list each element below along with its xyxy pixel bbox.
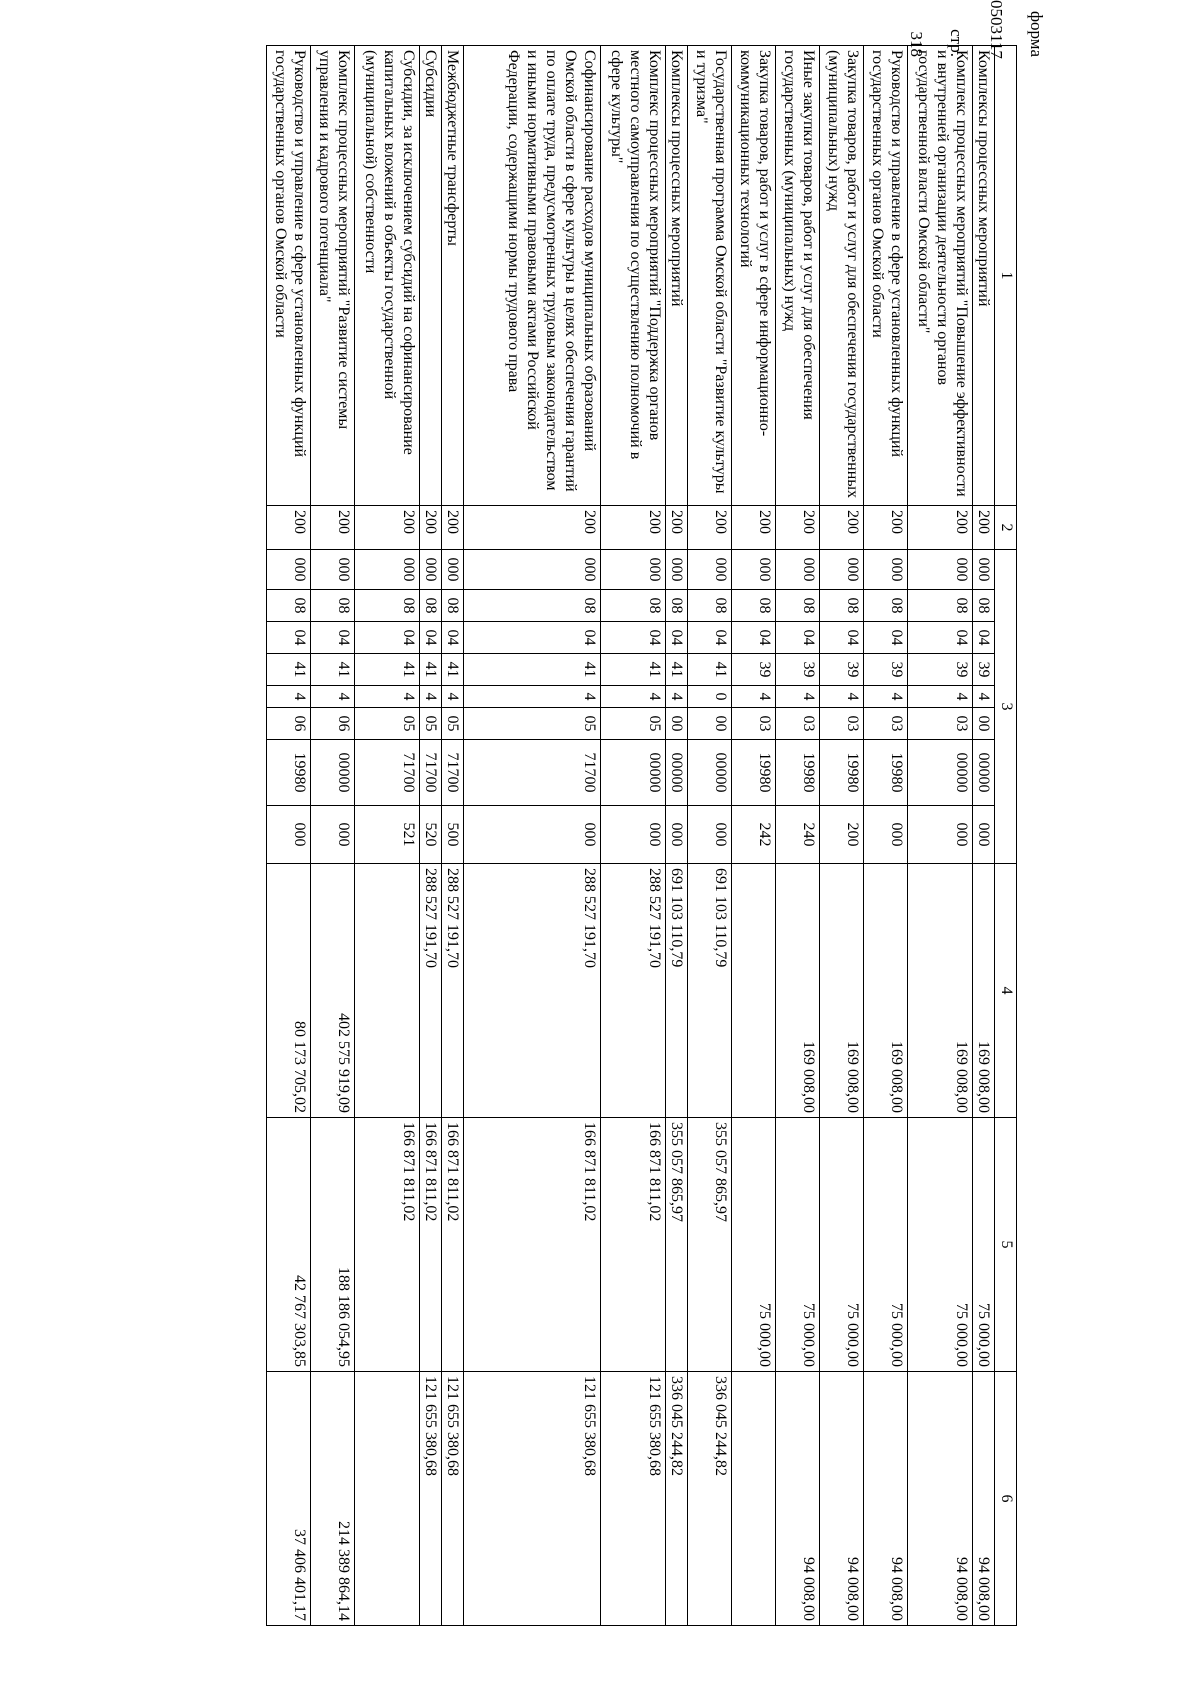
rotated-page-body — [112, 45, 1017, 1625]
row-executed-amount-cell: 166 871 811,02 — [355, 1118, 420, 1372]
row-classification-code-cell: 05 — [355, 708, 420, 740]
table-row — [442, 46, 464, 1626]
row-line-code-cell: 200 — [355, 506, 420, 550]
row-classification-code-cell: 08 — [973, 590, 995, 622]
row-line-code-cell: 200 — [973, 506, 995, 550]
row-executed-amount-cell: 166 871 811,02 — [464, 1118, 601, 1372]
row-classification-code-cell: 00 — [666, 708, 688, 740]
row-classification-code-cell: 04 — [442, 622, 464, 654]
row-unexecuted-amount-cell: 336 045 244,82 — [688, 1372, 732, 1626]
table-row — [355, 46, 420, 1626]
row-classification-code-cell: 39 — [973, 654, 995, 686]
row-classification-code-cell: 04 — [666, 622, 688, 654]
column-header-3: 3 — [995, 550, 1017, 864]
row-classification-code-cell: 03 — [820, 708, 864, 740]
row-classification-code-cell: 71700 — [442, 740, 464, 806]
row-approved-amount-cell: 80 173 705,02 — [267, 864, 311, 1118]
row-classification-code-cell: 000 — [820, 550, 864, 590]
row-classification-code-cell: 08 — [864, 590, 908, 622]
row-unexecuted-amount-cell: 94 008,00 — [820, 1372, 864, 1626]
row-unexecuted-amount-cell: 94 008,00 — [776, 1372, 820, 1626]
row-executed-amount-cell: 42 767 303,85 — [267, 1118, 311, 1372]
row-executed-amount-cell: 75 000,00 — [908, 1118, 973, 1372]
row-classification-code-cell: 000 — [464, 806, 601, 864]
row-classification-code-cell: 00000 — [908, 740, 973, 806]
row-approved-amount-cell: 288 527 191,70 — [601, 864, 666, 1118]
row-classification-code-cell: 00000 — [666, 740, 688, 806]
row-name-cell: Комплексы процессных мероприятий — [973, 46, 995, 506]
row-classification-code-cell: 4 — [442, 686, 464, 708]
row-approved-amount-cell: 169 008,00 — [776, 864, 820, 1118]
row-name-cell: Субсидии — [420, 46, 442, 506]
row-classification-code-cell: 00000 — [311, 740, 355, 806]
row-unexecuted-amount-cell: 121 655 380,68 — [420, 1372, 442, 1626]
row-classification-code-cell: 00000 — [973, 740, 995, 806]
row-classification-code-cell: 04 — [864, 622, 908, 654]
row-classification-code-cell: 04 — [355, 622, 420, 654]
table-row — [908, 46, 973, 1626]
row-classification-code-cell: 08 — [776, 590, 820, 622]
row-approved-amount-cell: 169 008,00 — [820, 864, 864, 1118]
row-classification-code-cell: 000 — [267, 550, 311, 590]
row-line-code-cell: 200 — [420, 506, 442, 550]
row-unexecuted-amount-cell: 37 406 401,17 — [267, 1372, 311, 1626]
row-classification-code-cell: 41 — [601, 654, 666, 686]
row-executed-amount-cell: 355 057 865,97 — [688, 1118, 732, 1372]
column-header-5: 5 — [995, 1118, 1017, 1372]
row-classification-code-cell: 71700 — [464, 740, 601, 806]
row-name-cell: Комплекс процессных мероприятий "Развитие системы управления и кадрового потенциала" — [311, 46, 355, 506]
row-classification-code-cell: 00000 — [688, 740, 732, 806]
row-classification-code-cell: 03 — [908, 708, 973, 740]
row-classification-code-cell: 04 — [820, 622, 864, 654]
row-classification-code-cell: 08 — [666, 590, 688, 622]
row-approved-amount-cell: 402 575 919,09 — [311, 864, 355, 1118]
row-classification-code-cell: 41 — [355, 654, 420, 686]
row-classification-code-cell: 4 — [311, 686, 355, 708]
row-classification-code-cell: 05 — [442, 708, 464, 740]
row-classification-code-cell: 39 — [776, 654, 820, 686]
row-classification-code-cell: 08 — [267, 590, 311, 622]
table-row — [420, 46, 442, 1626]
row-approved-amount-cell — [732, 864, 776, 1118]
row-classification-code-cell: 4 — [776, 686, 820, 708]
row-classification-code-cell: 00 — [973, 708, 995, 740]
row-executed-amount-cell: 75 000,00 — [820, 1118, 864, 1372]
table-row — [464, 46, 601, 1626]
column-header-6: 6 — [995, 1372, 1017, 1626]
row-classification-code-cell: 000 — [688, 550, 732, 590]
row-approved-amount-cell: 691 103 110,79 — [688, 864, 732, 1118]
row-classification-code-cell: 000 — [973, 550, 995, 590]
row-classification-code-cell: 04 — [732, 622, 776, 654]
row-unexecuted-amount-cell: 94 008,00 — [864, 1372, 908, 1626]
row-classification-code-cell: 000 — [864, 550, 908, 590]
row-name-cell: Закупка товаров, работ и услуг в сфере информационно-коммуникационных технологий — [732, 46, 776, 506]
row-name-cell: Руководство и управление в сфере установленных функций государственных органов Омской области — [267, 46, 311, 506]
row-classification-code-cell: 19980 — [864, 740, 908, 806]
row-classification-code-cell: 39 — [732, 654, 776, 686]
row-classification-code-cell: 19980 — [732, 740, 776, 806]
row-unexecuted-amount-cell: 94 008,00 — [973, 1372, 995, 1626]
row-unexecuted-amount-cell: 121 655 380,68 — [442, 1372, 464, 1626]
row-approved-amount-cell: 169 008,00 — [908, 864, 973, 1118]
table-row — [688, 46, 732, 1626]
row-classification-code-cell: 03 — [864, 708, 908, 740]
row-classification-code-cell: 08 — [601, 590, 666, 622]
row-executed-amount-cell: 355 057 865,97 — [666, 1118, 688, 1372]
row-classification-code-cell: 242 — [732, 806, 776, 864]
row-classification-code-cell: 04 — [776, 622, 820, 654]
row-classification-code-cell: 08 — [908, 590, 973, 622]
row-name-cell: Комплекс процессных мероприятий "Поддержка органов местного самоуправления по осуществлению полномочий в сфере культуры" — [601, 46, 666, 506]
row-unexecuted-amount-cell — [732, 1372, 776, 1626]
table-row — [864, 46, 908, 1626]
table-row — [267, 46, 311, 1626]
row-classification-code-cell: 000 — [908, 550, 973, 590]
row-classification-code-cell: 200 — [820, 806, 864, 864]
row-unexecuted-amount-cell: 121 655 380,68 — [464, 1372, 601, 1626]
row-executed-amount-cell: 75 000,00 — [776, 1118, 820, 1372]
row-classification-code-cell: 000 — [464, 550, 601, 590]
row-classification-code-cell: 05 — [601, 708, 666, 740]
row-classification-code-cell: 08 — [355, 590, 420, 622]
row-classification-code-cell: 71700 — [420, 740, 442, 806]
row-classification-code-cell: 39 — [908, 654, 973, 686]
row-classification-code-cell: 08 — [442, 590, 464, 622]
row-approved-amount-cell: 288 527 191,70 — [442, 864, 464, 1118]
row-classification-code-cell: 08 — [464, 590, 601, 622]
row-classification-code-cell: 04 — [908, 622, 973, 654]
row-classification-code-cell: 000 — [666, 806, 688, 864]
row-name-cell: Иные закупки товаров, работ и услуг для обеспечения государственных (муниципальных) нужд — [776, 46, 820, 506]
row-classification-code-cell: 4 — [820, 686, 864, 708]
column-header-2: 2 — [995, 506, 1017, 550]
row-classification-code-cell: 08 — [732, 590, 776, 622]
row-classification-code-cell: 05 — [464, 708, 601, 740]
row-classification-code-cell: 240 — [776, 806, 820, 864]
row-classification-code-cell: 000 — [601, 550, 666, 590]
row-classification-code-cell: 04 — [601, 622, 666, 654]
row-classification-code-cell: 000 — [442, 550, 464, 590]
row-classification-code-cell: 500 — [442, 806, 464, 864]
budget-report-table — [266, 45, 1017, 1626]
row-classification-code-cell: 00 — [688, 708, 732, 740]
row-classification-code-cell: 71700 — [355, 740, 420, 806]
row-line-code-cell: 200 — [688, 506, 732, 550]
row-classification-code-cell: 41 — [688, 654, 732, 686]
row-classification-code-cell: 0 — [688, 686, 732, 708]
row-classification-code-cell: 41 — [311, 654, 355, 686]
row-classification-code-cell: 41 — [442, 654, 464, 686]
row-executed-amount-cell: 166 871 811,02 — [601, 1118, 666, 1372]
row-classification-code-cell: 04 — [420, 622, 442, 654]
row-classification-code-cell: 41 — [420, 654, 442, 686]
row-classification-code-cell: 520 — [420, 806, 442, 864]
row-classification-code-cell: 4 — [267, 686, 311, 708]
row-classification-code-cell: 4 — [601, 686, 666, 708]
row-name-cell: Комплекс процессных мероприятий "Повышение эффективности и внутренней организации деятельности органов государственной власти Омской области" — [908, 46, 973, 506]
row-line-code-cell: 200 — [732, 506, 776, 550]
row-unexecuted-amount-cell: 94 008,00 — [908, 1372, 973, 1626]
row-classification-code-cell: 19980 — [776, 740, 820, 806]
table-row — [732, 46, 776, 1626]
row-unexecuted-amount-cell: 214 389 864,14 — [311, 1372, 355, 1626]
row-line-code-cell: 200 — [820, 506, 864, 550]
row-classification-code-cell: 000 — [776, 550, 820, 590]
table-row — [601, 46, 666, 1626]
row-classification-code-cell: 19980 — [267, 740, 311, 806]
row-line-code-cell: 200 — [666, 506, 688, 550]
row-classification-code-cell: 08 — [420, 590, 442, 622]
row-classification-code-cell: 4 — [864, 686, 908, 708]
row-line-code-cell: 200 — [267, 506, 311, 550]
row-classification-code-cell: 04 — [267, 622, 311, 654]
row-executed-amount-cell: 75 000,00 — [732, 1118, 776, 1372]
row-name-cell: Межбюджетные трансферты — [442, 46, 464, 506]
row-unexecuted-amount-cell: 336 045 244,82 — [666, 1372, 688, 1626]
row-classification-code-cell: 000 — [311, 806, 355, 864]
column-number-row — [995, 46, 1017, 1626]
table-row — [820, 46, 864, 1626]
row-name-cell: Закупка товаров, работ и услуг для обеспечения государственных (муниципальных) нужд — [820, 46, 864, 506]
row-line-code-cell: 200 — [864, 506, 908, 550]
row-classification-code-cell: 000 — [267, 806, 311, 864]
row-classification-code-cell: 000 — [908, 806, 973, 864]
row-classification-code-cell: 39 — [864, 654, 908, 686]
row-classification-code-cell: 41 — [267, 654, 311, 686]
row-line-code-cell: 200 — [464, 506, 601, 550]
row-classification-code-cell: 03 — [776, 708, 820, 740]
row-name-cell: Руководство и управление в сфере установленных функций государственных органов Омской области — [864, 46, 908, 506]
row-line-code-cell: 200 — [311, 506, 355, 550]
row-classification-code-cell: 4 — [908, 686, 973, 708]
row-classification-code-cell: 19980 — [820, 740, 864, 806]
row-classification-code-cell: 000 — [732, 550, 776, 590]
row-classification-code-cell: 08 — [688, 590, 732, 622]
row-classification-code-cell: 000 — [311, 550, 355, 590]
row-classification-code-cell: 08 — [820, 590, 864, 622]
row-classification-code-cell: 08 — [311, 590, 355, 622]
row-executed-amount-cell: 166 871 811,02 — [420, 1118, 442, 1372]
row-line-code-cell: 200 — [776, 506, 820, 550]
row-classification-code-cell: 04 — [973, 622, 995, 654]
row-name-cell: Субсидии, за исключением субсидий на софинансирование капитальных вложений в объекты государственной (муниципальной) собственности — [355, 46, 420, 506]
row-classification-code-cell: 03 — [732, 708, 776, 740]
row-line-code-cell: 200 — [908, 506, 973, 550]
row-approved-amount-cell: 691 103 110,79 — [666, 864, 688, 1118]
row-classification-code-cell: 04 — [688, 622, 732, 654]
row-unexecuted-amount-cell: 121 655 380,68 — [601, 1372, 666, 1626]
form-page-label: форма 0503117 стр. 318 — [907, 0, 1046, 59]
row-classification-code-cell: 39 — [820, 654, 864, 686]
table-row — [776, 46, 820, 1626]
row-classification-code-cell: 41 — [666, 654, 688, 686]
row-name-cell: Софинансирование расходов муниципальных образований Омской области в сфере культуры в целях обеспечения гарантий по оплате труда, предусмотренных трудовым законодательством и иными нормативными правовыми актами Российской Федерации, содержащими нормы трудового права — [464, 46, 601, 506]
row-classification-code-cell: 000 — [688, 806, 732, 864]
row-classification-code-cell: 05 — [420, 708, 442, 740]
row-approved-amount-cell: 169 008,00 — [864, 864, 908, 1118]
row-unexecuted-amount-cell — [355, 1372, 420, 1626]
row-executed-amount-cell: 75 000,00 — [864, 1118, 908, 1372]
row-classification-code-cell: 000 — [420, 550, 442, 590]
table-row — [311, 46, 355, 1626]
row-approved-amount-cell: 288 527 191,70 — [420, 864, 442, 1118]
row-classification-code-cell: 4 — [666, 686, 688, 708]
row-approved-amount-cell — [355, 864, 420, 1118]
row-classification-code-cell: 000 — [666, 550, 688, 590]
row-name-cell: Государственная программа Омской области "Развитие культуры и туризма" — [688, 46, 732, 506]
column-header-1: 1 — [995, 46, 1017, 506]
row-classification-code-cell: 4 — [973, 686, 995, 708]
row-classification-code-cell: 04 — [464, 622, 601, 654]
row-classification-code-cell: 00000 — [601, 740, 666, 806]
row-line-code-cell: 200 — [601, 506, 666, 550]
row-executed-amount-cell: 188 186 054,95 — [311, 1118, 355, 1372]
row-classification-code-cell: 4 — [464, 686, 601, 708]
row-classification-code-cell: 06 — [267, 708, 311, 740]
row-classification-code-cell: 000 — [601, 806, 666, 864]
column-header-4: 4 — [995, 864, 1017, 1118]
row-executed-amount-cell: 75 000,00 — [973, 1118, 995, 1372]
row-classification-code-cell: 04 — [311, 622, 355, 654]
table-row — [666, 46, 688, 1626]
row-name-cell: Комплексы процессных мероприятий — [666, 46, 688, 506]
row-classification-code-cell: 06 — [311, 708, 355, 740]
row-classification-code-cell: 521 — [355, 806, 420, 864]
row-line-code-cell: 200 — [442, 506, 464, 550]
row-classification-code-cell: 000 — [864, 806, 908, 864]
row-classification-code-cell: 000 — [355, 550, 420, 590]
row-executed-amount-cell: 166 871 811,02 — [442, 1118, 464, 1372]
row-classification-code-cell: 4 — [355, 686, 420, 708]
table-row — [973, 46, 995, 1626]
row-classification-code-cell: 41 — [464, 654, 601, 686]
row-classification-code-cell: 4 — [420, 686, 442, 708]
row-approved-amount-cell: 169 008,00 — [973, 864, 995, 1118]
row-classification-code-cell: 4 — [732, 686, 776, 708]
row-classification-code-cell: 000 — [973, 806, 995, 864]
row-approved-amount-cell: 288 527 191,70 — [464, 864, 601, 1118]
